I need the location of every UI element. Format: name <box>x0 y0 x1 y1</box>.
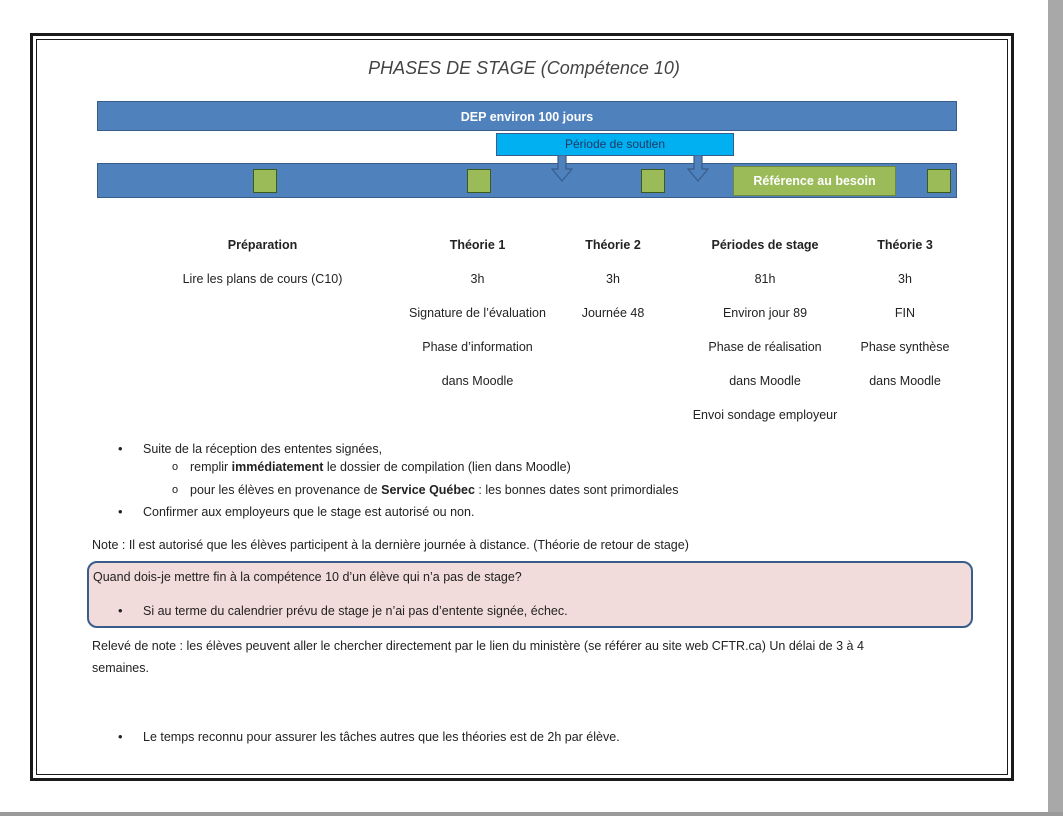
reference-box: Référence au besoin <box>733 166 896 196</box>
sub-bullet-text: : les bonnes dates sont primordiales <box>474 483 679 497</box>
column-line: dans Moodle <box>869 374 941 388</box>
column-line: dans Moodle <box>729 374 801 388</box>
column-line: Signature de l’évaluation <box>409 306 546 320</box>
bullet-symbol: • <box>118 441 123 456</box>
releve-text-line2: semaines. <box>92 661 149 675</box>
column-line: Phase de réalisation <box>708 340 822 354</box>
emphasis-text: immédiatement <box>231 460 324 474</box>
sub-bullet-text: pour les élèves en provenance de <box>190 483 382 497</box>
sub-bullet-compilation <box>190 460 571 474</box>
column-line: 81h <box>754 272 776 286</box>
column-line: FIN <box>894 306 916 320</box>
column-line: 3h <box>470 272 485 286</box>
column-header: Périodes de stage <box>711 238 819 252</box>
bullet-symbol: • <box>118 504 123 519</box>
callout-question: Quand dois-je mettre fin à la compétence 10 d’un élève qui n’a pas de stage? <box>93 570 522 584</box>
page-title: PHASES DE STAGE (Compétence 10) <box>368 58 680 78</box>
column-line: 3h <box>898 272 912 286</box>
soutien-bar: Période de soutien <box>496 133 734 156</box>
bullet-confirmer: Confirmer aux employeurs que le stage est autorisé ou non. <box>143 505 475 519</box>
column-line: dans Moodle <box>441 374 514 388</box>
sub-bullet-text: le dossier de compilation (lien dans Moodle) <box>323 460 571 474</box>
vertical-scrollbar[interactable] <box>1048 0 1063 816</box>
column-line: Lire les plans de cours (C10) <box>182 272 343 286</box>
releve-text-line1: Relevé de note : les élèves peuvent aller le chercher directement par le lien du ministère (se référer au site web CFTR.ca) Un délai de 3 à 4 <box>92 639 864 653</box>
callout-answer: Si au terme du calendrier prévu de stage je n’ai pas d’entente signée, échec. <box>143 604 568 618</box>
column-line: Journée 48 <box>581 306 645 320</box>
column-line: 3h <box>606 272 620 286</box>
phase-marker-theorie3 <box>927 169 951 193</box>
bullet-symbol: • <box>118 603 123 618</box>
bullet-symbol: • <box>118 729 123 744</box>
down-arrow-icon <box>687 155 709 183</box>
sub-bullet-symbol: o <box>172 461 179 473</box>
final-bullet: Le temps reconnu pour assurer les tâches autres que les théories est de 2h par élève. <box>143 730 620 744</box>
column-periodes-stage <box>680 237 850 441</box>
column-theorie1 <box>395 237 560 407</box>
column-header: Théorie 3 <box>877 238 933 252</box>
note-text: Note : Il est autorisé que les élèves participent à la dernière journée à distance. (Théorie de retour de stage) <box>92 538 689 552</box>
column-line: Phase synthèse <box>860 340 950 354</box>
phase-marker-theorie1 <box>467 169 491 193</box>
dep-bar: DEP environ 100 jours <box>97 101 957 131</box>
column-header: Préparation <box>227 238 298 252</box>
emphasis-text: Service Québec <box>381 483 475 497</box>
page-bottom-edge <box>0 812 1063 816</box>
phase-marker-theorie2 <box>641 169 665 193</box>
column-line: Environ jour 89 <box>722 306 808 320</box>
sub-bullet-service-quebec <box>190 483 679 497</box>
down-arrow-icon <box>551 155 573 183</box>
column-line: Envoi sondage employeur <box>692 408 838 422</box>
column-header: Théorie 2 <box>585 238 641 252</box>
column-theorie3 <box>855 237 955 407</box>
phase-marker-preparation <box>253 169 277 193</box>
column-preparation <box>160 237 365 305</box>
column-header: Théorie 1 <box>449 238 506 252</box>
column-theorie2 <box>568 237 658 339</box>
sub-bullet-text: remplir <box>190 460 232 474</box>
sub-bullet-symbol: o <box>172 484 179 496</box>
column-line: Phase d’information <box>422 340 533 354</box>
bullet-reception: Suite de la réception des ententes signées, <box>143 442 383 456</box>
